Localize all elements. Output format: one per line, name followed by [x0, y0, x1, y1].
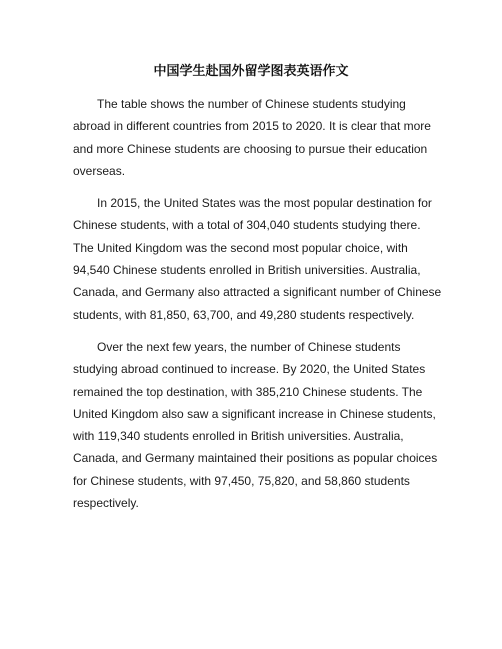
page-title: 中国学生赴国外留学图表英语作文 — [153, 64, 349, 79]
paragraph-2015: In 2015, the United States was the most popular destination for Chinese students, with a total of 304,040 students studying there. The United Kingdom was the second most popular choice, with 94,540 Chinese students enrolled in British universities. Australia, Canada, and Germany also attracted a significant number of Chinese students, with 81,850, 63,700, and 49,280 students respectively. — [73, 196, 442, 322]
paragraph-intro: The table shows the number of Chinese students studying abroad in different countries from 2015 to 2020. It is clear that more and more Chinese students are choosing to pursue their education overseas. — [73, 97, 431, 178]
document-body — [73, 93, 443, 524]
paragraph-2020: Over the next few years, the number of Chinese students studying abroad continued to increase. By 2020, the United States remained the top destination, with 385,210 Chinese students. The United Kingdom also saw a significant increase in Chinese students, with 119,340 students enrolled in British universities. Australia, Canada, and Germany maintained their positions as popular choices for Chinese students, with 97,450, 75,820, and 58,860 students respectively. — [73, 339, 438, 511]
